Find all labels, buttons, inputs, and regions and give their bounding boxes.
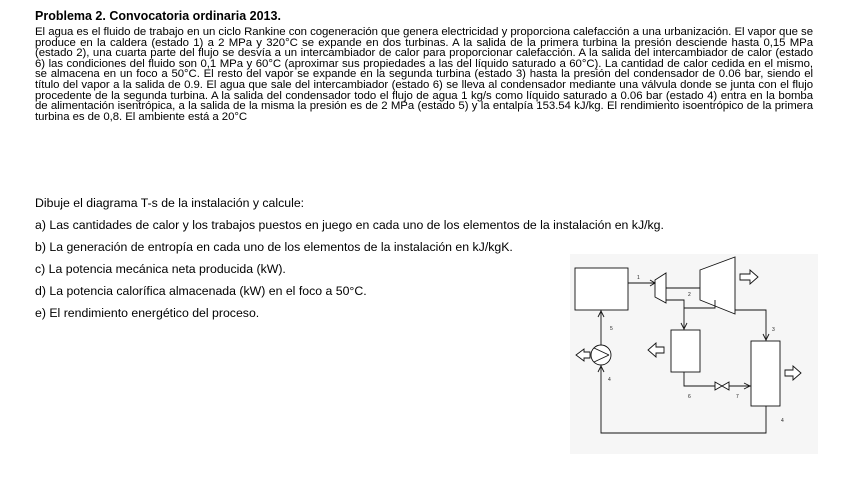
state-label-2: 2 <box>688 292 691 298</box>
question-d: d) La potencia calorífica almacenada (kW) en el foco a 50°C. <box>35 284 367 298</box>
condenser <box>751 341 780 406</box>
problem-title: Problema 2. Convocatoria ordinaria 2013. <box>35 9 281 23</box>
question-b: b) La generación de entropía en cada uno de los elementos de la instalación en kJ/kgK. <box>35 240 513 254</box>
state-label-6: 6 <box>688 394 691 400</box>
state-label-5: 5 <box>610 326 613 332</box>
question-e: e) El rendimiento energético del proceso. <box>35 306 260 320</box>
state-label-4b: 4 <box>608 377 611 383</box>
cycle-diagram <box>570 254 818 454</box>
state-label-7: 7 <box>736 394 739 400</box>
state-label-1: 1 <box>637 275 640 281</box>
question-c: c) La potencia mecánica neta producida (kW). <box>35 262 286 276</box>
problem-statement: El agua es el fluido de trabajo en un ciclo Rankine con cogeneración que genera electricidad y proporciona calefacción a una urbanización. El vapor que se produce en la caldera (estado 1) a 2 MPa y 320°C se expande en dos turbinas. A la salida de la primera turbina la presión desciende hasta 0,15 MPa (estado 2), una cuarta parte del flujo se desvía a un intercambiador de calor para proporcionar calefacción. A la salida del intercambiador de calor (estado 6) las condiciones del fluido son 0,1 MPa y 60°C (aproximar sus propiedades a las del líquido saturado a 60°C). La cantidad de calor cedida en el mismo, se almacena en un foco a 50°C. El resto del vapor se expande en la segunda turbina (estado 3) hasta la presión del condensador de 0.06 bar, siendo el título del vapor a la salida de 0.9. El agua que sale del intercambiador (estado 6) se lleva al condensador mediante una válvula donde se junta con el flujo procedente de la segunda turbina. A la salida del condensador todo el flujo de agua 1 kg/s como líquido saturado a 0.06 bar (estado 4) entra en la bomba de alimentación isentrópica, a la salida de la misma la presión es de 2 MPa (estado 5) y la entalpía 153.54 kJ/kg. El rendimiento isoentrópico de la primera turbina es de 0,8. El ambiente está a 20°C <box>35 26 813 123</box>
state-label-3: 3 <box>772 327 775 333</box>
heat-exchanger <box>671 330 700 372</box>
question-a: a) Las cantidades de calor y los trabajos puestos en juego en cada uno de los elementos de la instalación en kJ/kg. <box>35 218 664 232</box>
boiler <box>575 268 628 310</box>
state-label-4: 4 <box>781 418 784 424</box>
task-prompt: Dibuje el diagrama T-s de la instalación y calcule: <box>35 196 305 210</box>
